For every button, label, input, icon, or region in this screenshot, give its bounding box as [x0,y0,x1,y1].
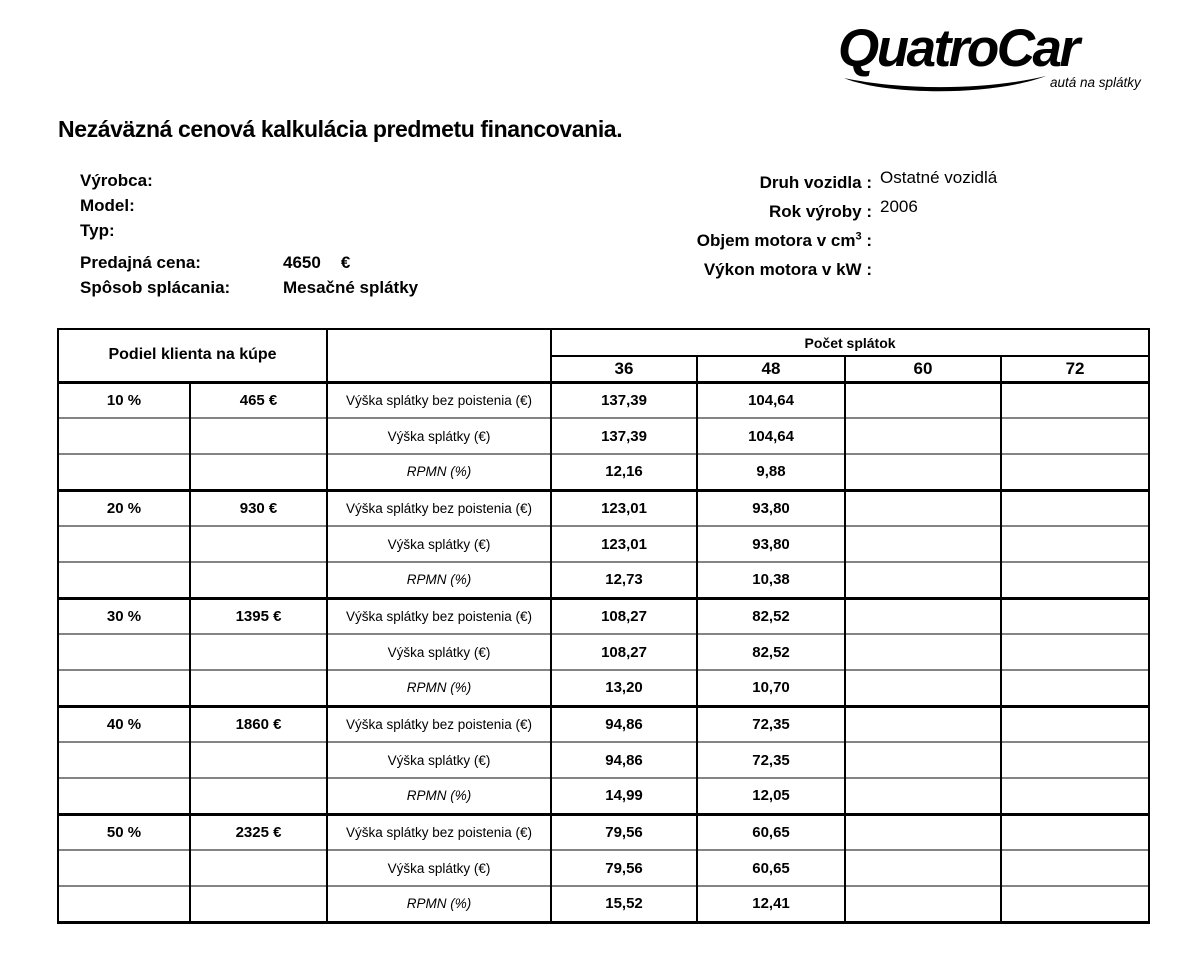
cell-value-term-72 [1001,526,1149,562]
cell-value-term-72 [1001,454,1149,490]
table-row [58,418,1149,454]
cell-row-label: RPMN (%) [327,778,551,814]
cell-row-label: RPMN (%) [327,562,551,598]
cell-value-term-36: 12,16 [551,454,697,490]
field-value: Mesačné splátky [283,278,419,297]
cell-value-term-48: 104,64 [697,418,845,454]
cell-value-term-48: 12,41 [697,886,845,922]
cell-row-label: Výška splátky (€) [327,742,551,778]
field-value: 4650 [283,253,321,272]
cell-client-percent: 50 % [58,814,190,850]
table-row [58,742,1149,778]
cell-value-term-48: 9,88 [697,454,845,490]
table-row [58,598,1149,634]
cell-client-percent: 40 % [58,706,190,742]
cell-client-percent: 10 % [58,382,190,418]
logo-brand-text: QuatroCar [838,19,1078,78]
cell-value-term-48: 72,35 [697,742,845,778]
cell-row-label: RPMN (%) [327,886,551,922]
table-row [58,850,1149,886]
field-label: Model: [80,196,135,215]
cell-value-term-36: 94,86 [551,706,697,742]
cell-row-label: Výška splátky bez poistenia (€) [327,706,551,742]
cell-client-amount [190,670,327,706]
cell-value-term-72 [1001,562,1149,598]
header-pocet-splatok: Počet splátok [551,329,1149,356]
cell-client-amount: 2325 € [190,814,327,850]
logo-tagline: autá na splátky [1050,75,1141,90]
cell-value-term-36: 79,56 [551,850,697,886]
cell-client-amount [190,634,327,670]
table-row [58,382,1149,418]
cell-row-label: Výška splátky (€) [327,850,551,886]
cell-value-term-72 [1001,634,1149,670]
cell-value-term-72 [1001,778,1149,814]
table-row [58,778,1149,814]
cell-value-term-48: 104,64 [697,382,845,418]
cell-value-term-72 [1001,490,1149,526]
field-label: Predajná cena: [80,253,201,272]
cell-value-term-48: 82,52 [697,598,845,634]
field-label: Výrobca: [80,171,153,190]
cell-value-term-72 [1001,418,1149,454]
header-blank-cell [327,329,551,382]
cell-value-term-72 [1001,850,1149,886]
cell-value-term-72 [1001,382,1149,418]
cell-row-label: Výška splátky bez poistenia (€) [327,598,551,634]
cell-client-amount [190,886,327,922]
cell-client-amount [190,418,327,454]
header-term-60: 60 [845,356,1001,382]
cell-row-label: Výška splátky (€) [327,418,551,454]
cell-value-term-36: 108,27 [551,598,697,634]
cell-value-term-48: 93,80 [697,490,845,526]
cell-client-percent: 20 % [58,490,190,526]
page-title: Nezáväzná cenová kalkulácia predmetu financovania. [58,116,623,142]
cell-value-term-36: 123,01 [551,490,697,526]
quatrocar-logo [838,14,1148,98]
field-label: Typ: [80,221,115,240]
cell-value-term-60 [845,778,1001,814]
cell-value-term-48: 72,35 [697,706,845,742]
cell-client-percent [58,886,190,922]
cell-value-term-72 [1001,598,1149,634]
cell-client-percent [58,634,190,670]
cell-client-percent [58,418,190,454]
field-label: Spôsob splácania: [80,278,231,297]
cell-value-term-60 [845,598,1001,634]
cell-value-term-36: 15,52 [551,886,697,922]
cell-client-percent [58,778,190,814]
cell-value-term-36: 14,99 [551,778,697,814]
cell-value-term-60 [845,562,1001,598]
cell-row-label: Výška splátky bez poistenia (€) [327,382,551,418]
header-term-72: 72 [1001,356,1149,382]
cell-value-term-72 [1001,814,1149,850]
cell-value-term-60 [845,670,1001,706]
cell-client-percent [58,670,190,706]
cell-client-amount: 465 € [190,382,327,418]
cell-client-amount [190,526,327,562]
field-vykon-motora [560,254,997,283]
cell-client-amount: 1395 € [190,598,327,634]
field-label: Druh vozidla : [759,172,872,192]
cell-client-amount [190,778,327,814]
cell-value-term-36: 137,39 [551,418,697,454]
cell-value-term-36: 12,73 [551,562,697,598]
cell-client-amount [190,850,327,886]
field-value: Ostatné vozidlá [880,168,998,187]
cell-value-term-36: 108,27 [551,634,697,670]
table-row [58,814,1149,850]
price-fields [80,250,438,300]
cell-row-label: Výška splátky (€) [327,526,551,562]
cell-value-term-48: 60,65 [697,850,845,886]
field-label: Objem motora v $cm^3$ : [696,230,872,251]
cell-client-percent: 30 % [58,598,190,634]
calc-table-body [58,382,1149,922]
cell-value-term-36: 137,39 [551,382,697,418]
field-objem-motora [560,225,997,254]
table-row [58,562,1149,598]
cell-value-term-48: 82,52 [697,634,845,670]
field-vyrobca [80,168,153,193]
header-podiel-klienta: Podiel klienta na kúpe [58,329,327,382]
cell-client-amount [190,454,327,490]
cell-value-term-72 [1001,706,1149,742]
field-druh-vozidla [560,166,997,195]
cell-value-term-60 [845,454,1001,490]
cell-value-term-36: 123,01 [551,526,697,562]
cell-client-percent [58,742,190,778]
cell-client-percent [58,526,190,562]
table-row [58,670,1149,706]
field-rok-vyroby [560,195,997,224]
cell-value-term-60 [845,706,1001,742]
cell-value-term-36: 13,20 [551,670,697,706]
cell-value-term-48: 10,38 [697,562,845,598]
cell-row-label: Výška splátky bez poistenia (€) [327,490,551,526]
cell-row-label: Výška splátky bez poistenia (€) [327,814,551,850]
cell-value-term-60 [845,742,1001,778]
currency-symbol: € [340,253,351,272]
vehicle-fields-left [80,168,153,243]
table-row [58,526,1149,562]
field-sposob-splacania [80,275,438,300]
cell-value-term-60 [845,526,1001,562]
cell-value-term-60 [845,814,1001,850]
cell-client-amount [190,742,327,778]
cell-value-term-72 [1001,670,1149,706]
field-value: 2006 [880,197,918,217]
calculation-table [57,328,1150,924]
cell-client-amount: 930 € [190,490,327,526]
cell-value-term-72 [1001,742,1149,778]
field-label: Výkon motora v kW : [703,260,872,280]
cell-value-term-60 [845,490,1001,526]
cell-value-term-60 [845,850,1001,886]
table-row [58,634,1149,670]
cell-value-term-72 [1001,886,1149,922]
cell-client-amount: 1860 € [190,706,327,742]
table-header-row [58,329,1149,356]
cell-row-label: Výška splátky (€) [327,634,551,670]
field-model [80,193,153,218]
cell-value-term-60 [845,382,1001,418]
cell-row-label: RPMN (%) [327,670,551,706]
cell-client-percent [58,850,190,886]
field-typ [80,218,153,243]
cell-value-term-36: 79,56 [551,814,697,850]
logo-swoosh-icon [844,76,1046,91]
cell-value-term-48: 60,65 [697,814,845,850]
cell-value-term-48: 12,05 [697,778,845,814]
cell-value-term-60 [845,886,1001,922]
field-predajna-cena [80,250,438,275]
header-term-36: 36 [551,356,697,382]
vehicle-fields-right [560,166,997,283]
cell-value-term-36: 94,86 [551,742,697,778]
table-row [58,490,1149,526]
table-row [58,454,1149,490]
cell-client-percent [58,562,190,598]
cell-client-amount [190,562,327,598]
table-row [58,706,1149,742]
cell-value-term-60 [845,634,1001,670]
cell-client-percent [58,454,190,490]
cell-row-label: RPMN (%) [327,454,551,490]
field-label: Rok výroby : [769,201,872,221]
table-row [58,886,1149,922]
cell-value-term-60 [845,418,1001,454]
cell-value-term-48: 93,80 [697,526,845,562]
header-term-48: 48 [697,356,845,382]
cell-value-term-48: 10,70 [697,670,845,706]
